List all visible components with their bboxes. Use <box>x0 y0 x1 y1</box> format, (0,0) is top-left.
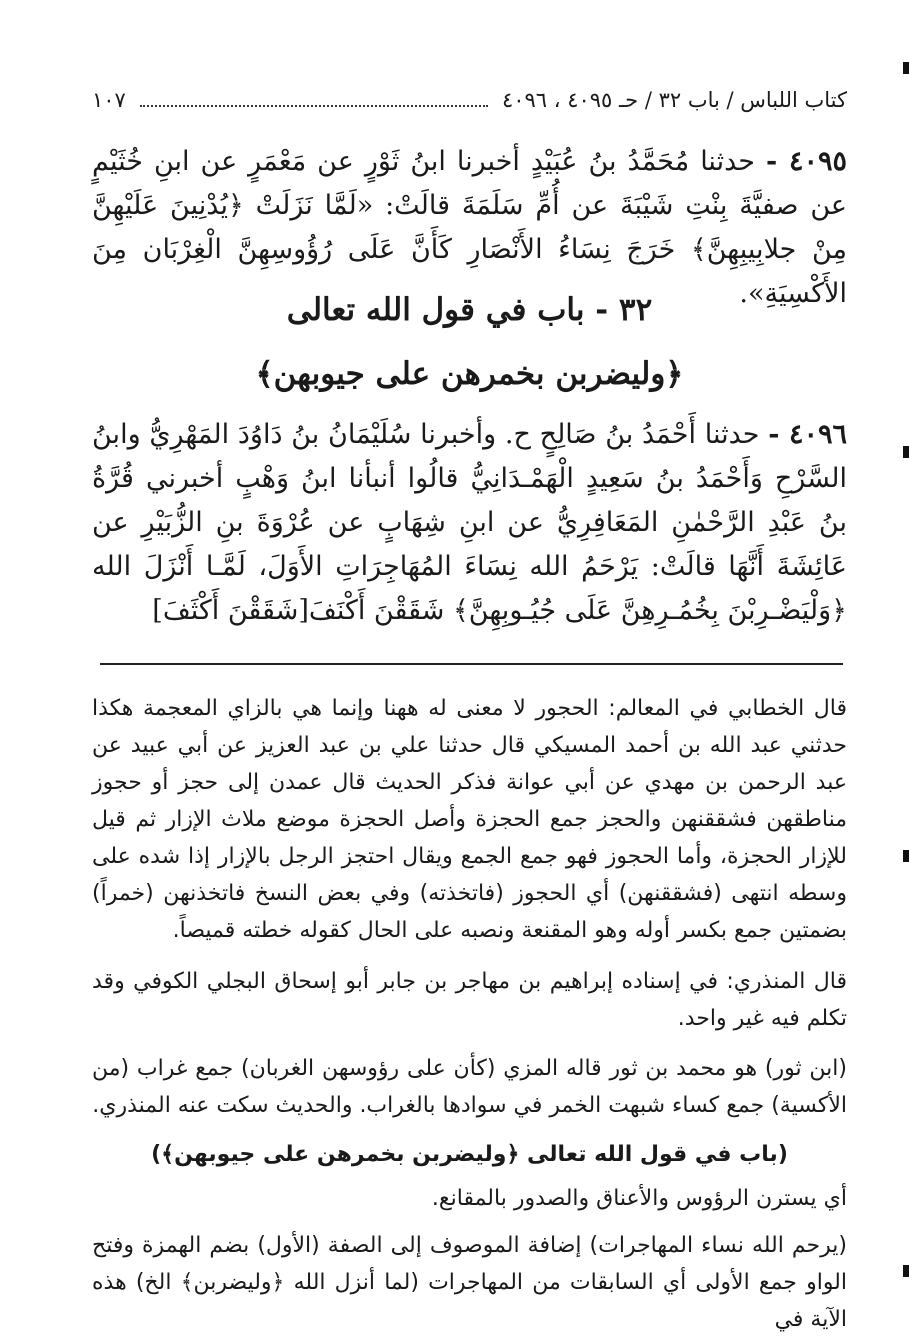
commentary-yarham: (يرحم الله نساء المهاجرات) إضافة الموصوف إلى الصفة (الأول) بضم الهمزة وفتح الواو جمع الأولى أي السابقات من المهاجرات (لما أنزل الله ﴿وليضربن﴾ الخ) هذه الآية في <box>92 1233 847 1332</box>
hadith-number: ٤٠٩٦ - <box>768 419 847 450</box>
page-number: ١٠٧ <box>92 88 126 112</box>
commentary-mundhiri: قال المنذري: في إسناده إبراهيم بن مهاجر بن جابر أبو إسحاق البجلي الكوفي وقد تكلم فيه غير واحد. <box>92 969 847 1031</box>
hadith-4096 <box>92 413 847 633</box>
footnote-divider <box>100 663 843 665</box>
chapter-heading: ٣٢ - باب في قول الله تعالى <box>286 292 653 328</box>
leader-dots <box>140 105 488 107</box>
hadith-text: حدثنا مُحَمَّدُ بنُ عُبَيْدٍ أخبرنا ابنُ ثَوْرٍ عن مَعْمَرٍ عن ابنِ خُثَيْمٍ عن صفيَّةَ بِنْتِ شَيْبَةَ عن أُمِّ سَلَمَةَ قالَتْ: «لَمَّا نَزَلَتْ ﴿يُدْنِينَ عَلَيْهِنَّ مِنْ جلابِيبِهِنَّ﴾ خَرَجَ نِسَاءُ الأَنْصَارِ كَأَنَّ عَلَى رُؤُوسِهِنَّ الْغِرْبَان مِنَ الأَكْسِيَةِ». <box>92 146 847 309</box>
margin-mark <box>903 62 909 74</box>
margin-mark <box>903 1265 909 1277</box>
chapter-verse: ﴿وليضربن بخمرهن على جيوبهن﴾ <box>255 356 684 392</box>
commentary-khattabi: قال الخطابي في المعالم: الحجور لا معنى له ههنا وإنما هي بالزاي المعجمة هكذا حدثني عبد الله بن أحمد المسيكي قال حدثنا علي بن عبد العزيز عن أبي عبيد عن عبد الرحمن بن مهدي عن أبي عوانة فذكر الحديث قال عمدن إلى حجز أو حجوز مناطقهن فشققنهن والحجز جمع الحجزة وأصل الحجزة موضع ملاث الإزار ثم قيل للإزار الحجزة، وأما الحجوز فهو جمع الجمع ويقال احتجز الرجل بالإزار إذا شده على وسطه انتهى (فشققنهن) أي الحجوز (فاتخذته) وفي بعض النسخ فاتخذنهن (خمراً) بضمتين جمع بكسر أوله وهو المقنعة ونصبه على الحال كقوله خطته قميصاً. <box>92 696 847 943</box>
margin-mark <box>903 446 909 458</box>
hadith-text: حدثنا أَحْمَدُ بنُ صَالِحٍ ح. وأخبرنا سُلَيْمَانُ بنُ دَاوُدَ المَهْرِيُّ وابنُ السَّرْحِ وَأَحْمَدُ بنُ سَعِيدٍ الْهَمْـدَانِيُّ قالُوا أنبأنا ابنُ وَهْبٍ أخبرني قُرَّةُ بنُ عَبْدِ الرَّحْمٰنِ المَعَافِرِيُّ عن ابنِ شِهَابٍ عن عُرْوَةَ بنِ الزُّبَيْرِ عن عَائِشَةَ أَنَّهَا قالَتْ: يَرْحَمُ الله نِسَاءَ المُهَاجِرَاتِ الأَوَلَ، لَمَّـا أَنْزَلَ الله ﴿وَلْيَضْـرِبْنَ بِخُمُـرِهِنَّ عَلَى جُيُـوبِهِنَّ﴾ شَقَقْنَ أَكْنَفَ[شَقَقْنَ أَكْثَفَ] <box>92 419 847 626</box>
commentary-bab-heading: (باب في قول الله تعالى ﴿وليضربن بخمرهن على جيوبهن﴾) <box>151 1142 788 1167</box>
running-head-title: كتاب اللباس / باب ٣٢ / حـ ٤٠٩٥ ، ٤٠٩٦ <box>501 88 847 112</box>
hadith-number: ٤٠٩٥ - <box>765 146 847 177</box>
commentary-ibn-thawr: (ابن ثور) هو محمد بن ثور قاله المزي (كأن على رؤوسهن الغربان) جمع غراب (من الأكسية) جمع كساء شبهت الخمر في سوادها بالغراب. والحديث سكت عنه المنذري. <box>92 1056 847 1118</box>
running-head <box>92 82 847 118</box>
commentary-bab-explanation: أي يسترن الرؤوس والأعناق والصدور بالمقانع. <box>431 1186 847 1211</box>
margin-mark <box>903 850 909 862</box>
